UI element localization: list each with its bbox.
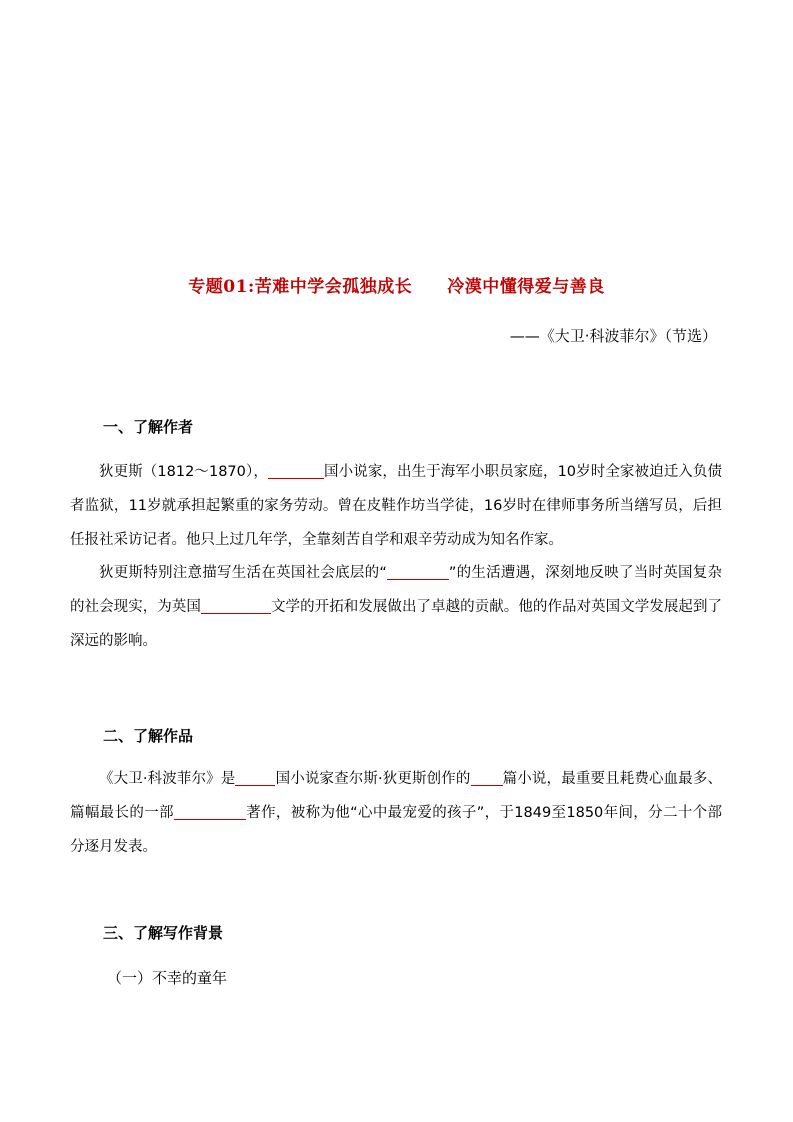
section-heading-background: 三、了解写作背景: [103, 924, 224, 942]
text-run: 国小说家，出生于海军小职员家庭，10岁时全家被迫迁入负债者监狱，11岁就承担起繁重的家务劳动。曾在皮鞋作坊当学徒，16岁时在律师事务所当缮写员，后担任报社采访记者。他只上过几年学，全靠刻苦自学和艰辛劳动成为知名作家。: [70, 464, 722, 548]
text-run: 篇小说，最重要且耗费心血最多、篇幅最长的一部: [70, 771, 723, 821]
fill-blank[interactable]: [268, 461, 324, 479]
paragraph-author-works: [70, 556, 722, 658]
subsection-heading-childhood: （一）不幸的童年: [107, 969, 228, 987]
text-run: ”的生活遭遇，深刻地反映了当时英国复杂的社会现实，为英国: [70, 565, 722, 615]
text-run: 著作，被称为他“心中最宠爱的孩子”，于1849至1850年间，分二十个部分逐月发表。: [70, 805, 723, 855]
paragraph-work-intro: [70, 762, 722, 864]
section-heading-author: 一、了解作者: [103, 418, 194, 436]
fill-blank[interactable]: [387, 562, 449, 580]
fill-blank[interactable]: [471, 768, 503, 786]
text-run: 文学的开拓和发展做出了卓越的贡献。他的作品对英国文学发展起到了深远的影响。: [70, 599, 723, 649]
text-run: 国小说家查尔斯·狄更斯创作的: [275, 771, 471, 787]
text-run: 狄更斯特别注意描写生活在英国社会底层的“: [99, 565, 387, 581]
paragraph-author-bio: [70, 455, 722, 557]
section-heading-work: 二、了解作品: [103, 727, 194, 745]
fill-blank[interactable]: [201, 596, 271, 614]
document-title: 专题01:苦难中学会孤独成长 冷漠中懂得爱与善良: [188, 277, 605, 297]
fill-blank[interactable]: [174, 802, 246, 820]
fill-blank[interactable]: [235, 768, 275, 786]
text-run: 《大卫·科波菲尔》是: [99, 771, 236, 787]
text-run: 狄更斯（1812～1870），: [99, 464, 268, 480]
document-subtitle: ——《大卫·科波菲尔》（节选）: [509, 327, 717, 345]
